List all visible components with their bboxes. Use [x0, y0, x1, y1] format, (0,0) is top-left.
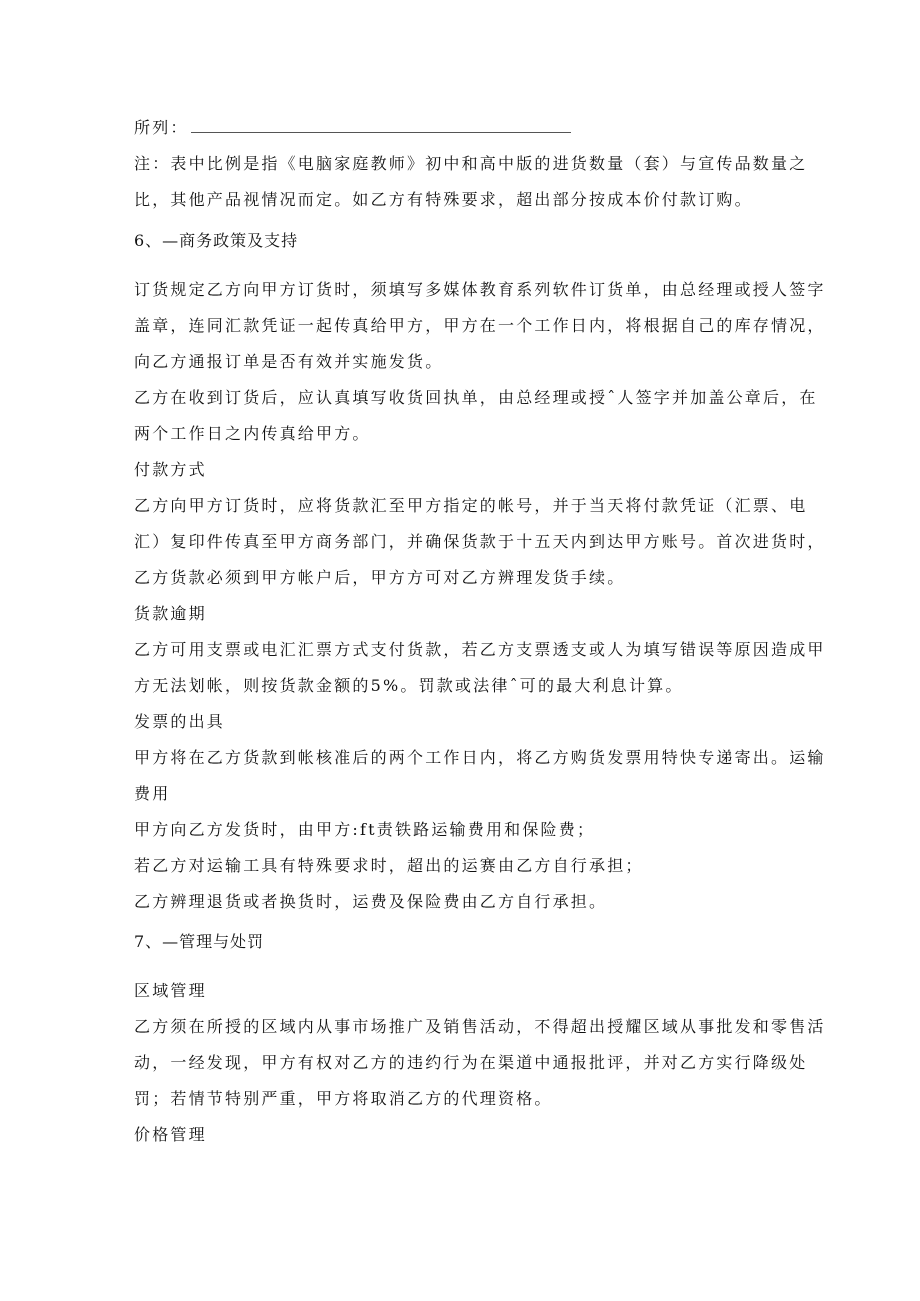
subheading-price-management: 价格管理	[134, 1125, 207, 1144]
paragraph-line: 订货规定乙方向甲方订货时，须填写多媒体教育系列软件订货单，由总经理或授人签字	[134, 280, 826, 299]
paragraph-line: 罚；若情节特别严重，甲方将取消乙方的代理资格。	[134, 1089, 553, 1108]
subheading-payment-overdue: 货款逾期	[134, 604, 207, 623]
paragraph-line: 盖章，连同汇款凭证一起传真给甲方，甲方在一个工作日内，将根据自己的库存情况，	[134, 316, 826, 335]
paragraph-line: 乙方可用支票或电汇汇票方式支付货款，若乙方支票透支或人为填写错误等原因造成甲	[134, 640, 826, 659]
paragraph-line: 乙方货款必须到甲方帐户后，甲方方可对乙方辨理发货手续。	[134, 568, 626, 587]
section-heading-7: 7、—管理与处罚	[134, 932, 265, 951]
fill-in-blank-rule	[191, 131, 571, 133]
paragraph-line: 两个工作日之内传真给甲方。	[134, 424, 371, 443]
subheading-region-management: 区域管理	[134, 981, 207, 1000]
listed-label-line	[134, 118, 794, 138]
paragraph-line: 乙方在收到订货后，应认真填写收货回执单，由总经理或授ˆ人签字并加盖公章后，在	[134, 388, 818, 407]
paragraph-line: 乙方须在所授的区域内从事市场推广及销售活动，不得超出授耀区域从事批发和零售活	[134, 1017, 826, 1036]
paragraph-line: 若乙方对运输工具有特殊要求时，超出的运赛由乙方自行承担；	[134, 856, 644, 875]
paragraph-line: 向乙方通报订单是否有效并实施发货。	[134, 352, 444, 371]
paragraph-line: 汇）复印件传真至甲方商务部门，并确保货款于十五天内到达甲方账号。首次进货时，	[134, 532, 826, 551]
paragraph-line: 甲方向乙方发货时，由甲方:ft责铁路运输费用和保险费；	[134, 820, 596, 839]
section-heading-6: 6、—商务政策及支持	[134, 231, 299, 250]
paragraph-line: 费用	[134, 784, 171, 803]
paragraph-line: 方无法划帐，则按货款金额的5%。罚款或法律ˆ可的最大利息计算。	[134, 676, 684, 695]
subheading-payment-method: 付款方式	[134, 460, 207, 479]
paragraph-line: 乙方辨理退货或者换货时，运费及保险费由乙方自行承担。	[134, 892, 608, 911]
paragraph-line: 甲方将在乙方货款到帐核准后的两个工作日内，将乙方购货发票用特快专递寄出。运输	[134, 748, 826, 767]
paragraph-line: 比，其他产品视情况而定。如乙方有特殊要求，超出部分按成本价付款订购。	[134, 190, 753, 209]
paragraph-line: 动，一经发现，甲方有权对乙方的违约行为在渠道中通报批评，并对乙方实行降级处	[134, 1053, 808, 1072]
paragraph-line: 注：表中比例是指《电脑家庭教师》初中和高中版的进货数量（套）与宣传品数量之	[134, 154, 808, 173]
subheading-invoice-issuance: 发票的出具	[134, 712, 226, 731]
paragraph-line: 乙方向甲方订货时，应将货款汇至甲方指定的帐号，并于当天将付款凭证（汇票、电	[134, 496, 808, 515]
listed-label: 所列：	[134, 118, 189, 137]
